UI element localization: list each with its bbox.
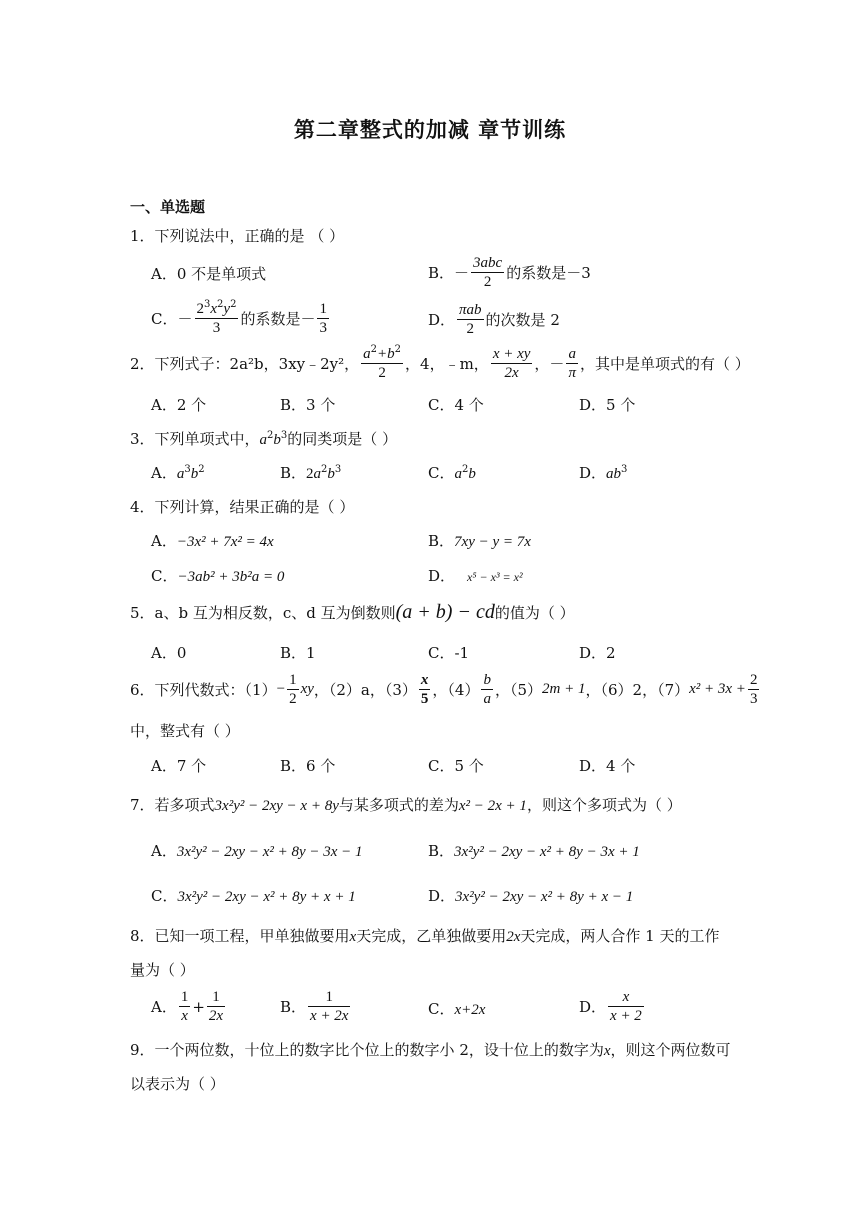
option-label: A． bbox=[151, 998, 177, 1016]
math-expression: 7xy − y = 7x bbox=[454, 534, 531, 550]
question-7-text-2: 与某多项式的差为 bbox=[338, 796, 459, 814]
fraction bbox=[481, 671, 493, 708]
question-2-text: 2．下列式子：2a²b，3xy﹣2y²， bbox=[130, 354, 360, 373]
fraction bbox=[287, 671, 299, 708]
question-2-stem bbox=[130, 344, 750, 382]
fraction bbox=[317, 300, 329, 337]
numerator: b bbox=[483, 672, 491, 688]
q2-option-b: B．3 个 bbox=[280, 396, 336, 414]
math-expression: 3x²y² − 2xy − x² + 8y + x + 1 bbox=[177, 889, 356, 905]
numerator: x bbox=[608, 988, 644, 1007]
question-2-middle-2: ，－ bbox=[534, 354, 565, 373]
math-expression: x² − 2x + 1 bbox=[458, 798, 527, 814]
fraction bbox=[308, 988, 350, 1025]
minus-sign: − bbox=[276, 681, 286, 697]
option-label: D． bbox=[579, 464, 607, 482]
q2-option-c: C．4 个 bbox=[428, 396, 484, 414]
math-expression: −3ab² + 3b²a = 0 bbox=[177, 569, 285, 585]
denominator: x bbox=[181, 1008, 188, 1024]
q8-option-c bbox=[428, 998, 485, 1019]
q6-option-c: C．5 个 bbox=[428, 757, 484, 775]
question-8-line-1 bbox=[130, 925, 720, 946]
numerator: 1 bbox=[289, 672, 297, 688]
minus-sign: － bbox=[454, 264, 470, 282]
plus-sign: + bbox=[192, 997, 205, 1016]
question-9-line-2: 以表示为（ ） bbox=[130, 1075, 225, 1093]
math-expression: x² + 3x + bbox=[689, 681, 746, 697]
question-1-text: 1．下列说法中，正确的是 bbox=[130, 227, 305, 245]
denominator: 2 bbox=[466, 321, 475, 337]
question-6-stem bbox=[130, 671, 761, 708]
q1-option-c-tail: 的系数是－ bbox=[240, 309, 316, 328]
question-4-stem: 4．下列计算，结果正确的是（ ） bbox=[130, 498, 355, 516]
q5-option-b: B．1 bbox=[280, 644, 316, 662]
numerator: πab bbox=[459, 302, 482, 318]
fraction bbox=[207, 988, 225, 1025]
q1-option-c bbox=[151, 299, 331, 337]
q6-option-a: A．7 个 bbox=[151, 757, 207, 775]
question-7-text: 7．若多项式 bbox=[130, 796, 215, 814]
numerator: 3abc bbox=[473, 255, 503, 271]
numerator-b: +b bbox=[377, 346, 395, 362]
question-6-line-2: 中，整式有（ ） bbox=[130, 722, 240, 740]
denominator: 2x bbox=[504, 364, 519, 381]
q4-option-a bbox=[151, 530, 274, 551]
option-label: C． bbox=[151, 309, 178, 328]
q7-option-a bbox=[151, 840, 363, 861]
denominator: π bbox=[568, 364, 576, 381]
math-expression: (a + b) − cd bbox=[395, 601, 495, 623]
fraction bbox=[566, 345, 578, 382]
q4-option-b bbox=[428, 530, 531, 551]
q5-option-c: C．-1 bbox=[428, 644, 470, 662]
q2-option-d: D．5 个 bbox=[579, 396, 636, 414]
question-7-tail: ，则这个多项式为（ ） bbox=[526, 796, 682, 814]
question-8-line-2: 量为（ ） bbox=[130, 961, 195, 979]
option-label: C． bbox=[428, 464, 455, 482]
denominator: 3 bbox=[212, 320, 221, 336]
question-6-part: ，（6）2，（7） bbox=[585, 681, 690, 699]
q3-option-b: B．$2a^2b^3$ bbox=[280, 464, 342, 482]
question-9-text-2: ，则这个两位数可 bbox=[610, 1041, 731, 1059]
denominator: 2 bbox=[289, 691, 297, 707]
numerator-a: a bbox=[363, 346, 371, 362]
denominator: a bbox=[483, 691, 491, 707]
math-expression: 3x²y² − 2xy − x² + 8y + x − 1 bbox=[455, 889, 634, 905]
q3-option-c: C．$a^2b$ bbox=[428, 464, 476, 482]
question-3-stem: 3．下列单项式中，$a^2b^3$的同类项是（ ） bbox=[130, 430, 398, 448]
option-label: D． bbox=[428, 311, 456, 329]
fraction: $\frac{2^3x^2y^2}{3}$ bbox=[196, 299, 237, 336]
fraction bbox=[419, 671, 431, 708]
fraction bbox=[179, 988, 191, 1025]
question-2-middle: ，4，﹣m， bbox=[405, 354, 489, 373]
math-expression: 3x²y² − 2xy − x² + 8y − 3x + 1 bbox=[454, 844, 640, 860]
numerator: 1 bbox=[308, 988, 350, 1007]
question-6-part: ，（4） bbox=[432, 681, 480, 699]
q6-option-d: D．4 个 bbox=[579, 757, 636, 775]
question-3-text: 3．下列单项式中， bbox=[130, 430, 260, 448]
question-8-text-2: 天完成，乙单独做要用 bbox=[356, 927, 507, 945]
denominator: 3 bbox=[319, 319, 327, 336]
option-label: B． bbox=[280, 464, 307, 482]
question-7-stem bbox=[130, 794, 682, 815]
q5-option-a: A．0 bbox=[151, 644, 187, 662]
question-6-part: ，（5） bbox=[494, 681, 543, 699]
option-label: A． bbox=[151, 464, 177, 482]
math-expression: −3x² + 7x² = 4x bbox=[176, 534, 274, 550]
math-expression: x⁵ − x³ = x² bbox=[467, 570, 523, 584]
option-label: B． bbox=[428, 264, 455, 282]
option-label: B． bbox=[280, 998, 307, 1016]
denominator: 5 bbox=[420, 691, 429, 707]
option-label: C． bbox=[151, 887, 178, 905]
fraction bbox=[748, 671, 760, 708]
question-5-stem bbox=[130, 601, 575, 624]
numerator: x bbox=[420, 672, 429, 688]
q8-option-a bbox=[151, 988, 227, 1025]
option-label: A． bbox=[151, 842, 177, 860]
denominator: 2 bbox=[378, 365, 386, 381]
math-expression: 3x²y² − 2xy − x + 8y bbox=[214, 798, 339, 814]
numerator: 2 bbox=[749, 672, 758, 688]
question-number: 5． bbox=[130, 604, 155, 622]
q7-option-b bbox=[428, 840, 640, 861]
question-6-text: 6．下列代数式：（1） bbox=[130, 681, 277, 699]
numerator-y: y bbox=[223, 301, 231, 317]
fraction bbox=[608, 988, 644, 1025]
question-5-text: a、b 互为相反数，c、d 互为倒数则 bbox=[154, 604, 396, 622]
numerator: 1 bbox=[180, 989, 189, 1005]
q8-option-b bbox=[280, 988, 352, 1025]
math-expression: x+2x bbox=[454, 1002, 486, 1018]
fraction: $\frac{a^2+b^2}{2}$ bbox=[363, 344, 402, 381]
math-expression: 2m + 1 bbox=[542, 681, 586, 697]
q1-option-b bbox=[428, 254, 591, 291]
option-label: C． bbox=[151, 567, 178, 585]
q4-option-c bbox=[151, 565, 284, 586]
denominator: 3 bbox=[749, 691, 758, 707]
section-heading: 一、单选题 bbox=[130, 198, 206, 216]
question-6-part: ，（2）a，（3） bbox=[313, 681, 417, 699]
math-term: xy bbox=[300, 681, 314, 697]
q3-option-a: A．$a^3b^2$ bbox=[151, 464, 205, 482]
q1-option-d bbox=[428, 301, 560, 338]
numerator: x + xy bbox=[492, 345, 531, 362]
q8-option-d bbox=[579, 988, 646, 1025]
denominator: x + 2 bbox=[610, 1008, 642, 1024]
numerator: 1 bbox=[319, 300, 327, 317]
q7-option-c bbox=[151, 885, 356, 906]
question-3-text-2: 的同类项是（ ） bbox=[287, 430, 398, 448]
q1-option-a bbox=[151, 263, 266, 284]
denominator: 2x bbox=[208, 1008, 224, 1024]
math-term: 2x bbox=[506, 929, 521, 945]
q1-option-d-tail: 的次数是 2 bbox=[485, 311, 560, 329]
numerator-base: 2 bbox=[196, 301, 204, 317]
question-9-line-1 bbox=[130, 1039, 731, 1060]
option-label: B． bbox=[428, 842, 455, 860]
numerator: 1 bbox=[207, 988, 225, 1007]
numerator-x: x bbox=[210, 301, 218, 317]
answer-blank: （ ） bbox=[309, 227, 345, 245]
question-5-tail: 的值为（ ） bbox=[494, 604, 575, 622]
option-label: B． bbox=[428, 532, 455, 550]
q6-option-b: B．6 个 bbox=[280, 757, 336, 775]
q2-option-a: A．2 个 bbox=[151, 396, 207, 414]
option-label: D． bbox=[428, 567, 456, 585]
q3-option-d: D．$ab^3$ bbox=[579, 464, 628, 482]
question-2-tail: ，其中是单项式的有（ ） bbox=[579, 354, 750, 373]
q1-option-b-tail: 的系数是－3 bbox=[506, 264, 591, 282]
numerator: a bbox=[566, 345, 578, 364]
question-8-text-3: 天完成，两人合作 1 天的工作 bbox=[520, 927, 720, 945]
math-variable: x bbox=[349, 929, 357, 945]
math-variable: x bbox=[603, 1043, 611, 1059]
denominator: x + 2x bbox=[310, 1008, 349, 1024]
question-9-text: 9．一个两位数，十位上的数字比个位上的数字小 2，设十位上的数字为 bbox=[130, 1041, 604, 1059]
option-label: D． bbox=[428, 887, 456, 905]
question-1-stem bbox=[130, 225, 344, 246]
option-label: A． bbox=[151, 532, 177, 550]
option-label: C． bbox=[428, 1000, 455, 1018]
math-expression: 3x²y² − 2xy − x² + 8y − 3x − 1 bbox=[176, 844, 363, 860]
fraction bbox=[491, 345, 533, 382]
q5-option-d: D．2 bbox=[579, 644, 616, 662]
q7-option-d bbox=[428, 885, 633, 906]
q1-option-a-text: A．0 不是单项式 bbox=[151, 265, 267, 283]
q4-option-d bbox=[428, 565, 523, 586]
denominator: 2 bbox=[483, 274, 492, 290]
question-8-text: 8．已知一项工程，甲单独做要用 bbox=[130, 927, 350, 945]
fraction bbox=[471, 254, 504, 291]
fraction bbox=[457, 301, 484, 338]
option-label: D． bbox=[579, 998, 607, 1016]
minus-sign: － bbox=[177, 309, 193, 328]
page-title: 第二章整式的加减 章节训练 bbox=[293, 118, 567, 142]
